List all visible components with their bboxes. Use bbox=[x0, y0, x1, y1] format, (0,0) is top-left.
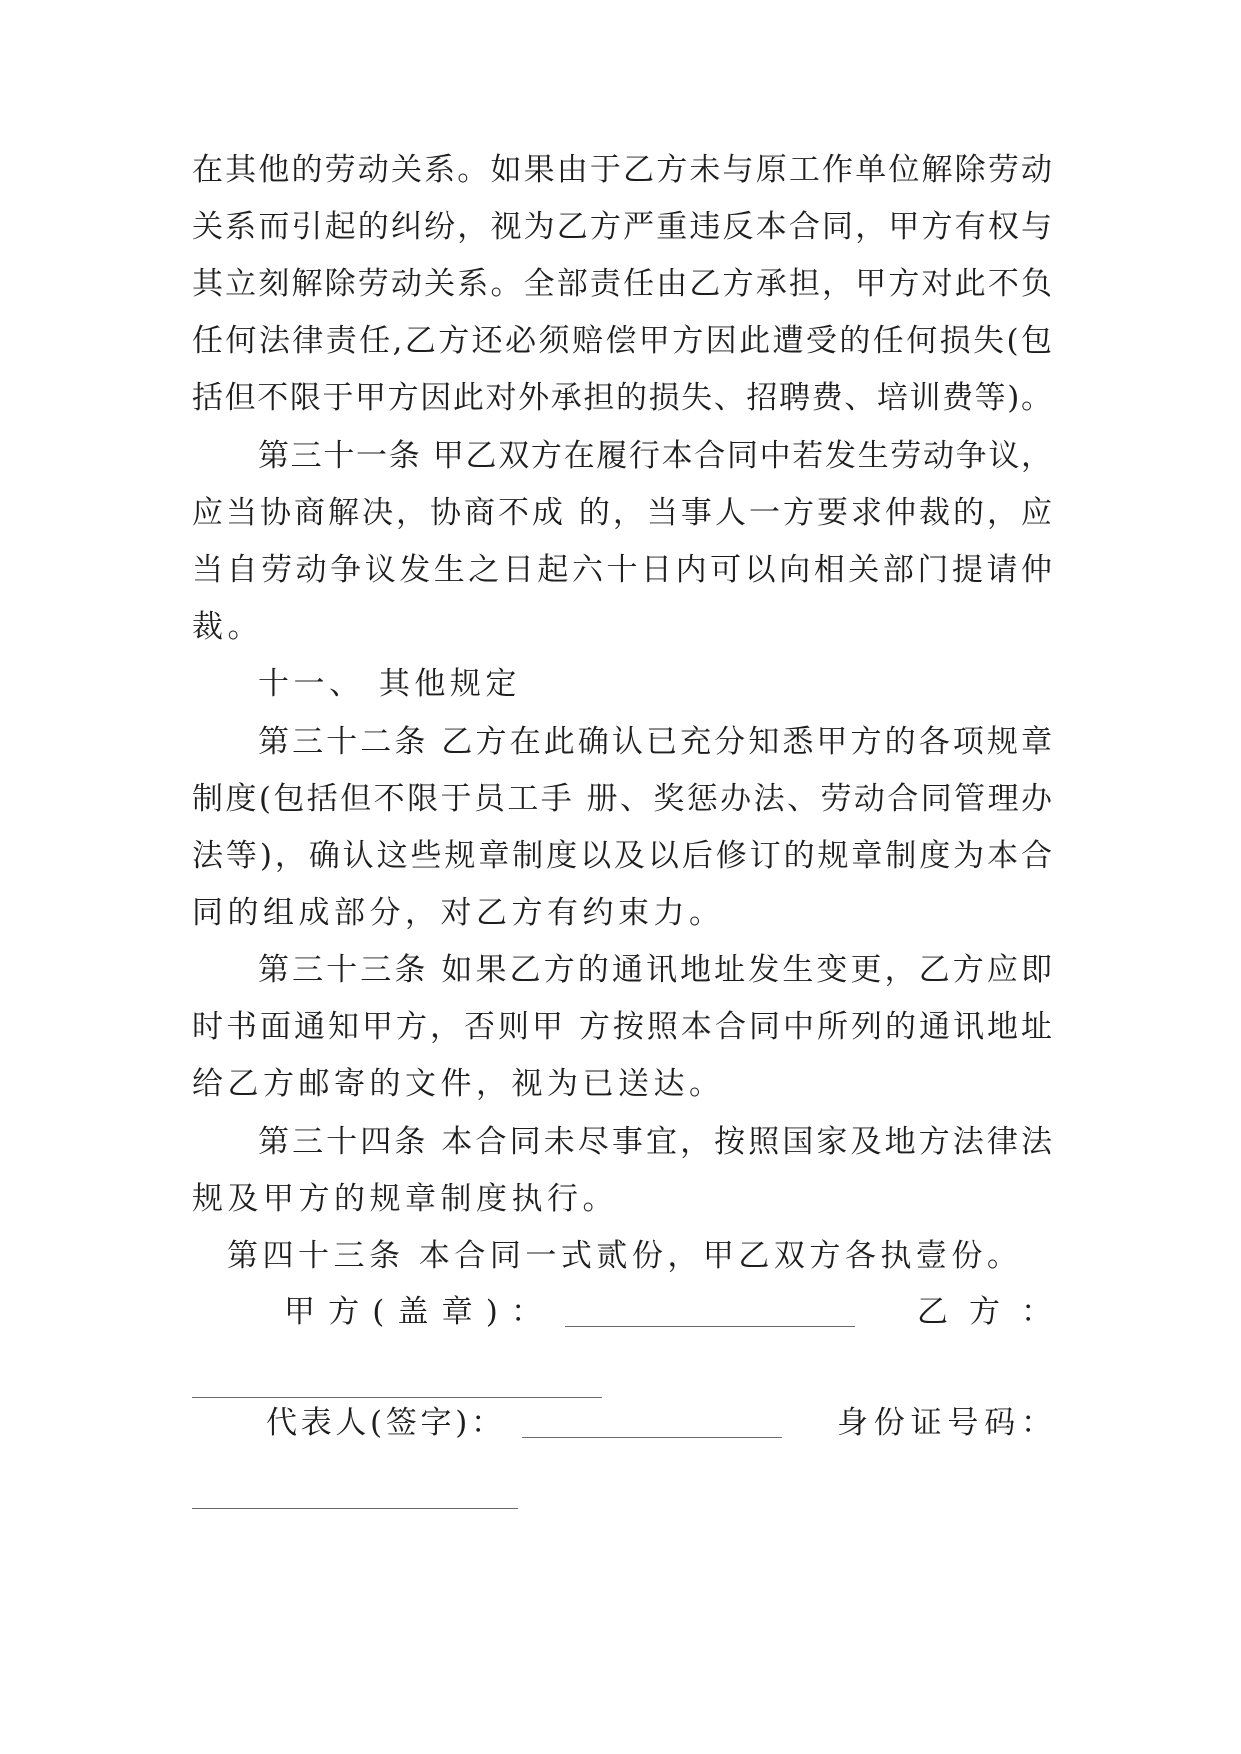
paragraph-line: 其立刻解除劳动关系。全部责任由乙方承担，甲方对此不负 bbox=[192, 266, 1052, 302]
paragraph-line: 应当协商解决，协商不成 的，当事人一方要求仲裁的，应 bbox=[192, 495, 1052, 531]
paragraph-line: 同的组成部分，对乙方有约束力。 bbox=[192, 895, 725, 931]
article-31-line: 第三十一条 甲乙双方在履行本合同中若发生劳动争议， bbox=[258, 438, 1052, 474]
paragraph-line: 任何法律责任,乙方还必须赔偿甲方因此遭受的任何损失(包 bbox=[192, 323, 1052, 359]
party-b-blank[interactable] bbox=[192, 1397, 602, 1398]
id-number-blank[interactable] bbox=[192, 1508, 518, 1509]
representative-label: 代表人(签字)： bbox=[266, 1405, 502, 1441]
party-b-label: 乙方： bbox=[917, 1294, 1052, 1330]
signature-row-party bbox=[192, 1292, 1052, 1332]
paragraph-line: 括但不限于甲方因此对外承担的损失、招聘费、培训费等)。 bbox=[192, 380, 1052, 416]
signature-row-representative bbox=[192, 1403, 1052, 1443]
article-32-line: 第三十二条 乙方在此确认已充分知悉甲方的各项规章 bbox=[258, 724, 1052, 760]
paragraph-line: 时书面通知甲方，否则甲 方按照本合同中所列的通讯地址 bbox=[192, 1009, 1052, 1045]
representative-blank[interactable] bbox=[522, 1437, 782, 1438]
party-a-blank[interactable] bbox=[565, 1326, 855, 1327]
paragraph-line: 在其他的劳动关系。如果由于乙方未与原工作单位解除劳动 bbox=[192, 152, 1052, 188]
paragraph-line: 法等)，确认这些规章制度以及以后修订的规章制度为本合 bbox=[192, 838, 1052, 874]
article-34-line: 第三十四条 本合同未尽事宜，按照国家及地方法律法 bbox=[258, 1124, 1052, 1160]
id-number-label: 身份证号码： bbox=[837, 1405, 1052, 1441]
party-a-label: 甲方(盖章)： bbox=[284, 1294, 542, 1330]
article-43-line: 第四十三条 本合同一式贰份，甲乙双方各执壹份。 bbox=[227, 1238, 1023, 1274]
paragraph-line: 裁。 bbox=[192, 609, 263, 645]
paragraph-line: 给乙方邮寄的文件，视为已送达。 bbox=[192, 1066, 725, 1102]
paragraph-line: 制度(包括但不限于员工手 册、奖惩办法、劳动合同管理办 bbox=[192, 781, 1052, 817]
paragraph-line: 关系而引起的纠纷，视为乙方严重违反本合同，甲方有权与 bbox=[192, 209, 1052, 245]
section-heading: 十一、 其他规定 bbox=[258, 666, 521, 702]
paragraph-line: 当自劳动争议发生之日起六十日内可以向相关部门提请仲 bbox=[192, 552, 1052, 588]
paragraph-line: 规及甲方的规章制度执行。 bbox=[192, 1181, 618, 1217]
article-33-line: 第三十三条 如果乙方的通讯地址发生变更，乙方应即 bbox=[258, 952, 1052, 988]
